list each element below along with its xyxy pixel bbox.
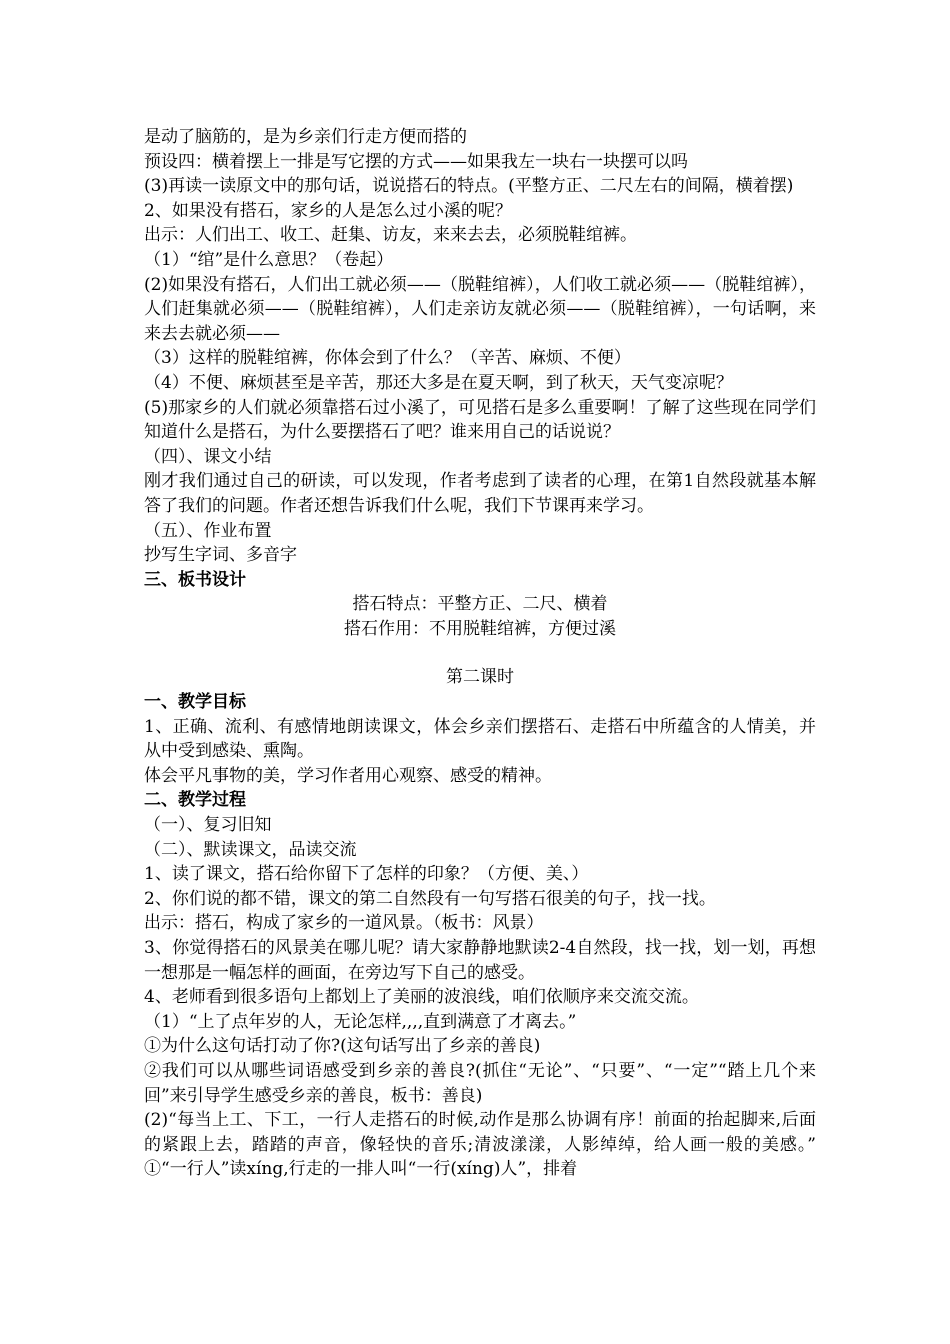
text-line: （1）“上了点年岁的人，无论怎样,,,,直到满意了才离去。” <box>144 1011 577 1032</box>
text-line: 抄写生字词、多音字 <box>144 545 297 566</box>
subheading: （四）、课文小结 <box>144 446 272 467</box>
spacer <box>144 641 816 665</box>
text-paragraph: (3)再读一读原文中的那句话，说说搭石的特点。(平整方正、二尺左右的间隔，横着摆) <box>144 176 794 197</box>
subheading: （二）、默读课文，品读交流 <box>144 839 357 860</box>
text-line: 出示：人们出工、收工、赶集、访友，来来去去，必须脱鞋绾裤。 <box>144 225 637 246</box>
lesson-title: 第二课时 <box>446 667 514 688</box>
text-line: 是动了脑筋的，是为乡亲们行走方便而搭的 <box>144 127 467 147</box>
subheading: （一）、复习旧知 <box>144 815 272 836</box>
board-line: 搭石特点：平整方正、二尺、横着 <box>352 594 608 615</box>
text-paragraph: (5)那家乡的人们就必须靠搭石过小溪了，可见搭石是多么重要啊！了解了这些现在同学们知道什么是搭石，为什么要摆搭石了吧？谁来用自己的话说说？ <box>144 397 816 443</box>
text-paragraph: 1、正确、流利、有感情地朗读课文，体会乡亲们摆搭石、走搭石中所蕴含的人情美，并从中受到感染、熏陶。 <box>144 716 816 762</box>
text-line: （4）不便、麻烦甚至是辛苦，那还大多是在夏天啊，到了秋天，天气变凉呢？ <box>144 372 733 393</box>
text-paragraph: (2)“每当上工、下工，一行人走搭石的时候,动作是那么协调有序！前面的抬起脚来,后面的紧跟上去，踏踏的声音，像轻快的音乐;清波漾漾，人影绰绰，给人画一般的美感。” ①“一行人”读xíng,行走的一排人叫“一行(xíng)人”，排着 <box>144 1110 816 1180</box>
text-line: 出示：搭石，构成了家乡的一道风景。（板书：风景） <box>144 913 544 934</box>
text-line: （1）“绾”是什么意思？（卷起） <box>144 249 394 270</box>
text-line: 预设四：横着摆上一排是写它摆的方式——如果我左一块右一块摆可以吗 <box>144 151 688 172</box>
document-body <box>144 125 816 1182</box>
text-line: 2、你们说的都不错，课文的第二自然段有一句写搭石很美的句子，找一找。 <box>144 888 716 909</box>
text-paragraph: ②我们可以从哪些词语感受到乡亲的善良?(抓住“无论”、“只要”、“一定”“踏上几个来回”来引导学生感受乡亲的善良，板书：善良) <box>144 1060 816 1106</box>
section-heading: 三、板书设计 <box>144 569 246 590</box>
text-line: 4、老师看到很多语句上都划上了美丽的波浪线，咱们依顺序来交流交流。 <box>144 987 699 1008</box>
subheading: （五）、作业布置 <box>144 520 272 541</box>
text-line: 1、读了课文，搭石给你留下了怎样的印象？（方便、美、） <box>144 864 589 885</box>
section-heading: 二、教学过程 <box>144 790 246 811</box>
text-paragraph: (2)如果没有搭石，人们出工就必须——（脱鞋绾裤），人们收工就必须——（脱鞋绾裤），人们赶集就必须——（脱鞋绾裤），人们走亲访友就必须——（脱鞋绾裤），一句话啊，来来去去就必须—— <box>144 274 816 344</box>
text-paragraph: 刚才我们通过自己的研读，可以发现，作者考虑到了读者的心理，在第1自然段就基本解答了我们的问题。作者还想告诉我们什么呢，我们下节课再来学习。 <box>144 471 816 516</box>
section-heading: 一、教学目标 <box>144 692 246 713</box>
text-line: 体会平凡事物的美，学习作者用心观察、感受的精神。 <box>144 765 552 786</box>
text-line: 2、如果没有搭石，家乡的人是怎么过小溪的呢？ <box>144 200 512 221</box>
text-line: ①为什么这句话打动了你?(这句话写出了乡亲的善良) <box>144 1036 541 1057</box>
text-paragraph: 3、你觉得搭石的风景美在哪儿呢？请大家静静地默读2-4自然段，找一找，划一划，再想一想那是一幅怎样的画面，在旁边写下自己的感受。 <box>144 938 816 983</box>
text-line: （3）这样的脱鞋绾裤，你体会到了什么？（辛苦、麻烦、不便） <box>144 348 631 369</box>
board-line: 搭石作用：不用脱鞋绾裤，方便过溪 <box>344 618 616 639</box>
